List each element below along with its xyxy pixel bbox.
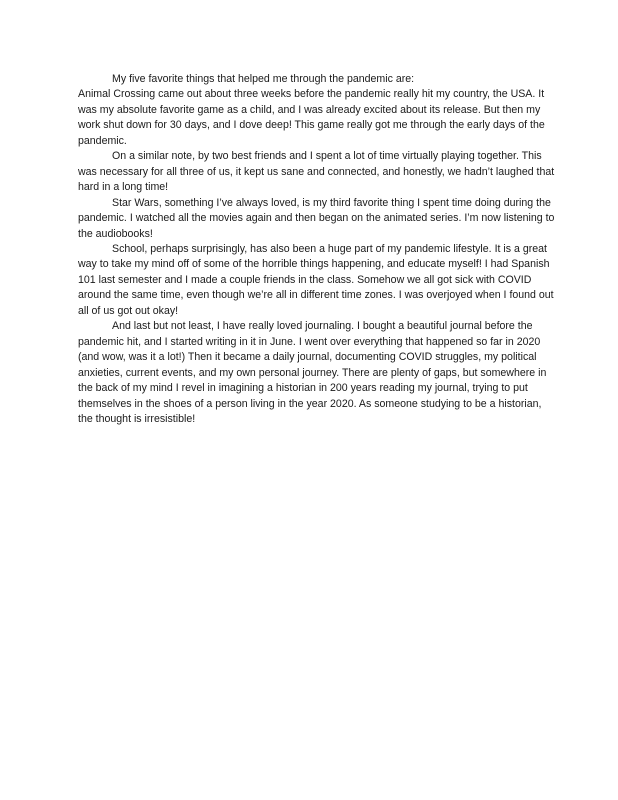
intro-line: My five favorite things that helped me through the pandemic are: <box>112 73 415 85</box>
paragraph-friends: On a similar note, by two best friends and I spent a lot of time virtually playing together. This was necessary for all three of us, it kept us sane and connected, and honestly, we hadn’t laughed that hard in a long time! <box>78 150 555 194</box>
document-body <box>78 72 556 427</box>
paragraph-journaling: And last but not least, I have really loved journaling. I bought a beautiful journal before the pandemic hit, and I started writing in it in June. I went over everything that happened so far in 2020 (and wow, was it a lot!) Then it became a daily journal, documenting COVID struggles, my political anxieties, current events, and my own personal journey. There are plenty of gaps, but somewhere in the back of my mind I revel in imagining a historian in 200 years reading my journal, trying to put themselves in the shoes of a person living in the year 2020. As someone studying to be a historian, the thought is irresistible! <box>78 320 547 425</box>
paragraph-animal-crossing: Animal Crossing came out about three weeks before the pandemic really hit my country, the USA. It was my absolute favorite game as a child, and I was already excited about its release. But then my work shut down for 30 days, and I dove deep! This game really got me through the early days of the pandemic. <box>78 88 545 147</box>
paragraph-school: School, perhaps surprisingly, has also been a huge part of my pandemic lifestyle. It is a great way to take my mind off of some of the horrible things happening, and educate myself! I had Spanish 101 last semester and I made a couple friends in the class. Somehow we all got sick with COVID around the same time, even though we’re all in different time zones. I was overjoyed when I found out all of us got out okay! <box>78 242 554 317</box>
paragraph-star-wars: Star Wars, something I’ve always loved, is my third favorite thing I spent time doing during the pandemic. I watched all the movies again and then began on the animated series. I’m now listening to the audiobooks! <box>78 196 555 240</box>
